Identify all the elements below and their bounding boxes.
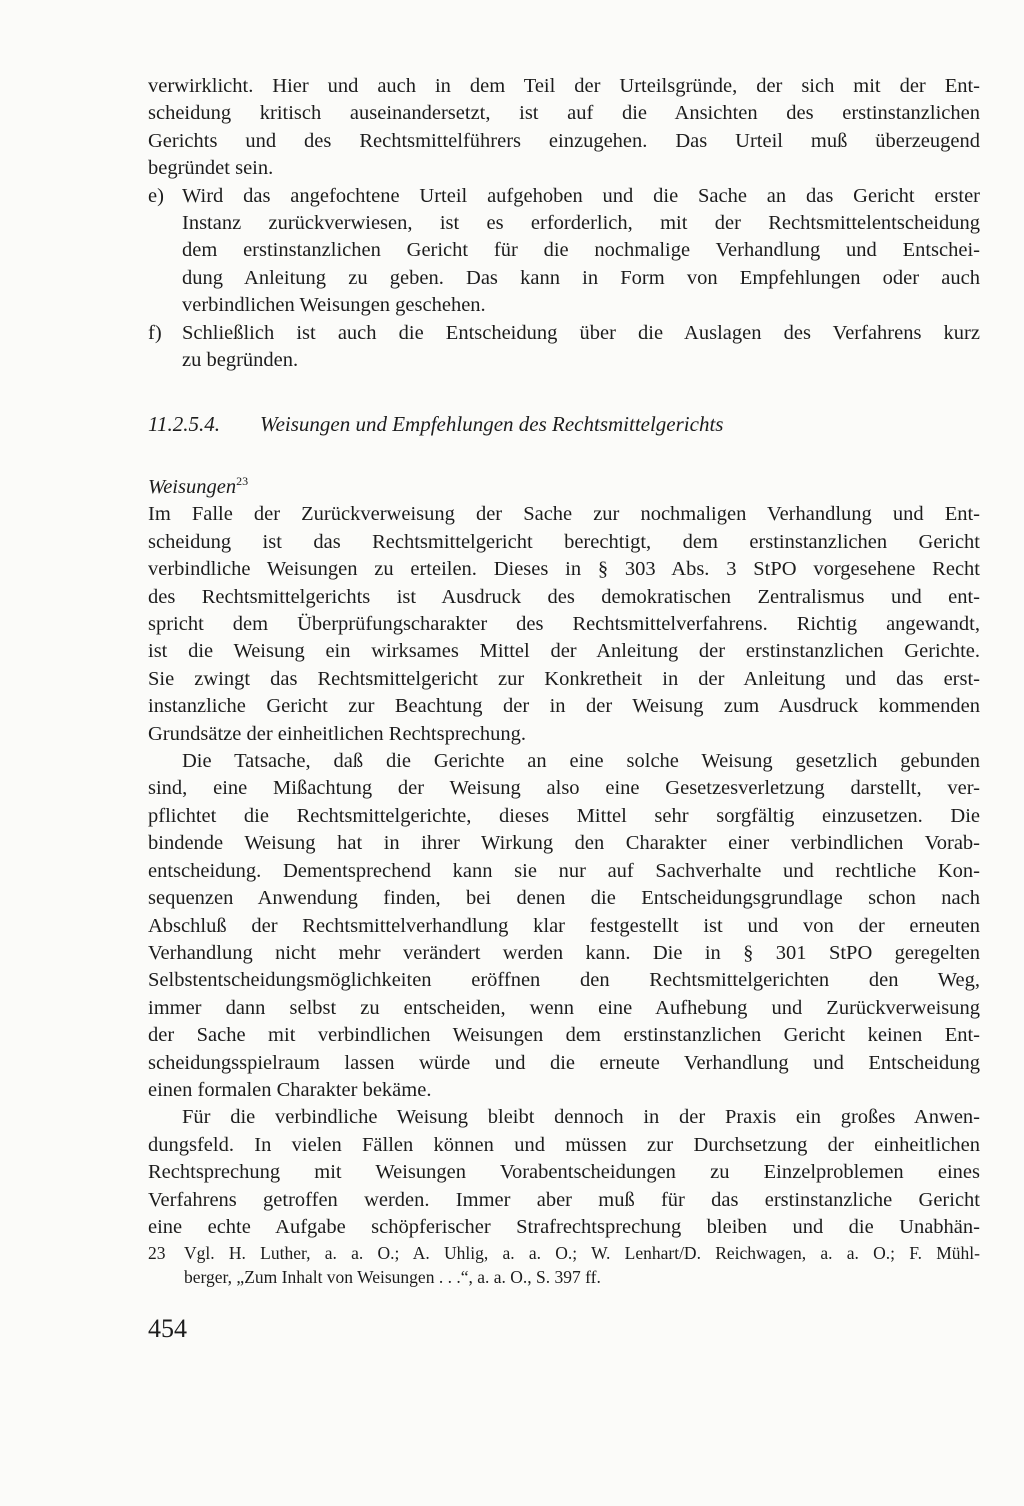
footnote-reference: 23 [236,474,249,488]
text-line: dem erstinstanzlichen Gericht für die nochmalige Verhandlung und Entschei- [182,239,980,262]
text-line: der Sache mit verbindlichen Weisungen dem erstinstanzlichen Gericht keinen Ent- [148,1024,980,1047]
list-marker: f) [148,321,162,344]
text-line: sequenzen Anwendung finden, bei denen die Entscheidungsgrundlage schon nach [148,887,980,910]
text-line: dung Anleitung zu geben. Das kann in Form von Empfehlungen oder auch [182,266,980,289]
text-line: Verhandlung nicht mehr verändert werden kann. Die in § 301 StPO geregelten [148,941,980,964]
paragraph-3 [148,1104,980,1241]
text-line: entscheidung. Dementsprechend kann sie nur auf Sachverhalte und rechtliche Kon- [148,859,980,882]
footnote [148,1241,980,1289]
text-line: pflichtet die Rechtsmittelgerichte, dieses Mittel sehr sorgfältig einzusetzen. Die [148,804,980,827]
text-line: begründet sein. [148,157,274,180]
text-line: Die Tatsache, daß die Gerichte an eine solche Weisung gesetzlich gebunden [182,750,980,773]
text-line: Sie zwingt das Rechtsmittelgericht zur Konkretheit in der Anleitung und das erst- [148,667,980,690]
text-line: Abschluß der Rechtsmittelverhandlung klar festgestellt ist und von der erneuten [148,914,980,937]
text-line: Instanz zurückverwiesen, ist es erforderlich, mit der Rechtsmittelentscheidung [182,212,980,235]
text-line: Für die verbindliche Weisung bleibt dennoch in der Praxis ein großes Anwen- [182,1106,980,1129]
footnote-number: 23 [148,1243,166,1263]
text-line: Selbstentscheidungsmöglichkeiten eröffnen den Rechtsmittelgerichten den Weg, [148,969,980,992]
text-line: Schließlich ist auch die Entscheidung über die Auslagen des Verfahrens kurz [182,321,980,344]
text-line: Verfahrens getroffen werden. Immer aber muß für das erstinstanzliche Gericht [148,1188,980,1211]
subheading [148,468,980,501]
page-number: 454 [148,1314,187,1343]
subheading-text: Weisungen [148,476,237,498]
footnote-line: Vgl. H. Luther, a. a. O.; A. Uhlig, a. a. O.; W. Lenhart/D. Reichwagen, a. a. O.; F. Mühl- [184,1243,980,1263]
top-block [148,73,980,374]
text-line: immer dann selbst zu entscheiden, wenn eine Aufhebung und Zurückverweisung [148,996,980,1019]
main-body [148,468,980,1241]
text-line: sind, eine Mißachtung der Weisung also eine Gesetzesverletzung darstellt, ver- [148,777,980,800]
section-number: 11.2.5.4. [148,412,220,436]
text-line: dungsfeld. In vielen Fällen können und müssen zur Durchsetzung der einheitlichen [148,1133,980,1156]
text-line: des Rechtsmittelgerichts ist Ausdruck des demokratischen Zentralismus und ent- [148,585,980,608]
list-item-e [148,183,980,320]
text-line: spricht dem Überprüfungscharakter des Rechtsmittelverfahrens. Richtig angewandt, [148,613,980,636]
paragraph-2 [148,748,980,1104]
list-item-f [148,320,980,375]
footnote-line: berger, „Zum Inhalt von Weisungen . . .“, a. a. O., S. 397 ff. [184,1267,601,1287]
text-line: bindende Weisung hat in ihrer Wirkung den Charakter einer verbindlichen Vorab- [148,832,980,855]
text-line: zu begründen. [182,349,299,372]
text-line: instanzliche Gericht zur Beachtung der in der Weisung zum Ausdruck kommenden [148,695,980,718]
section-heading [148,412,723,437]
text-line: Rechtsprechung mit Weisungen Vorabentscheidungen zu Einzelproblemen eines [148,1161,980,1184]
text-line: verbindlichen Weisungen geschehen. [182,294,486,317]
text-line: einen formalen Charakter bekäme. [148,1078,432,1101]
text-line: ist die Weisung ein wirksames Mittel der Anleitung der erstinstanzlichen Gerichte. [148,640,980,663]
text-line: Gerichts und des Rechtsmittelführers einzugehen. Das Urteil muß überzeugend [148,129,980,152]
text-line: Wird das angefochtene Urteil aufgehoben und die Sache an das Gericht erster [182,184,980,207]
text-line: eine echte Aufgabe schöpferischer Strafrechtsprechung bleiben und die Unabhän- [148,1215,980,1238]
paragraph-1 [148,501,980,748]
text-line: Grundsätze der einheitlichen Rechtsprechung. [148,722,526,745]
text-line: verbindliche Weisungen zu erteilen. Dieses in § 303 Abs. 3 StPO vorgesehene Recht [148,558,980,581]
text-line: Im Falle der Zurückverweisung der Sache zur nochmaligen Verhandlung und Ent- [148,503,980,526]
list-marker: e) [148,184,164,207]
text-line: scheidung ist das Rechtsmittelgericht berechtigt, dem erstinstanzlichen Gericht [148,530,980,553]
section-title: Weisungen und Empfehlungen des Rechtsmittelgerichts [260,412,724,436]
text-line: scheidungsspielraum lassen würde und die erneute Verhandlung und Entscheidung [148,1051,980,1074]
text-line: verwirklicht. Hier und auch in dem Teil der Urteilsgründe, der sich mit der Ent- [148,75,980,97]
text-line: scheidung kritisch auseinandersetzt, ist auf die Ansichten des erstinstanzlichen [148,102,980,125]
continuation-paragraph [148,73,980,183]
